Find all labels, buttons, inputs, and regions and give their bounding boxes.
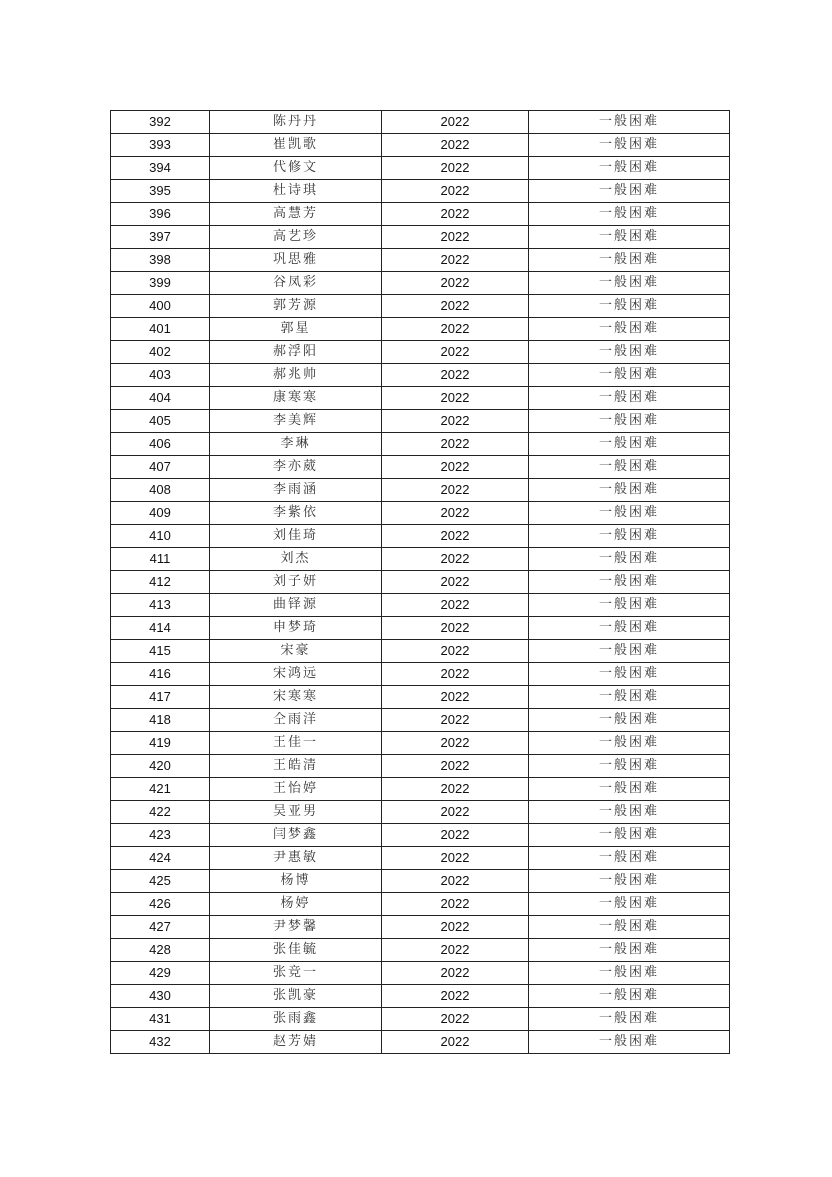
table-row: [111, 180, 730, 203]
difficulty-level-cell: 一般困难: [529, 847, 730, 870]
year-cell: 2022: [382, 134, 529, 157]
table-row: [111, 709, 730, 732]
row-number-cell: 422: [111, 801, 210, 824]
difficulty-level-cell: 一般困难: [529, 893, 730, 916]
year-cell: 2022: [382, 709, 529, 732]
year-cell: 2022: [382, 203, 529, 226]
student-name-cell: 谷凤彩: [210, 272, 382, 295]
year-cell: 2022: [382, 801, 529, 824]
difficulty-level-cell: 一般困难: [529, 1008, 730, 1031]
year-cell: 2022: [382, 893, 529, 916]
table-row: [111, 525, 730, 548]
student-name-cell: 李紫依: [210, 502, 382, 525]
table-row: [111, 755, 730, 778]
row-number-cell: 397: [111, 226, 210, 249]
row-number-cell: 431: [111, 1008, 210, 1031]
student-name-cell: 杨婷: [210, 893, 382, 916]
difficulty-level-cell: 一般困难: [529, 525, 730, 548]
table-row: [111, 663, 730, 686]
year-cell: 2022: [382, 617, 529, 640]
difficulty-level-cell: 一般困难: [529, 387, 730, 410]
table-row: [111, 847, 730, 870]
row-number-cell: 398: [111, 249, 210, 272]
difficulty-level-cell: 一般困难: [529, 502, 730, 525]
year-cell: 2022: [382, 594, 529, 617]
row-number-cell: 405: [111, 410, 210, 433]
row-number-cell: 399: [111, 272, 210, 295]
student-name-cell: 申梦琦: [210, 617, 382, 640]
difficulty-level-cell: 一般困难: [529, 134, 730, 157]
student-name-cell: 巩思雅: [210, 249, 382, 272]
table-row: [111, 433, 730, 456]
difficulty-level-cell: 一般困难: [529, 962, 730, 985]
table-row: [111, 134, 730, 157]
table-row: [111, 870, 730, 893]
table-row: [111, 456, 730, 479]
student-name-cell: 陈丹丹: [210, 111, 382, 134]
table-row: [111, 341, 730, 364]
table-row: [111, 640, 730, 663]
year-cell: 2022: [382, 157, 529, 180]
table-row: [111, 916, 730, 939]
row-number-cell: 404: [111, 387, 210, 410]
table-row: [111, 985, 730, 1008]
student-name-cell: 高艺珍: [210, 226, 382, 249]
table-row: [111, 295, 730, 318]
table-row: [111, 801, 730, 824]
row-number-cell: 415: [111, 640, 210, 663]
difficulty-level-cell: 一般困难: [529, 433, 730, 456]
row-number-cell: 403: [111, 364, 210, 387]
table-row: [111, 617, 730, 640]
difficulty-level-cell: 一般困难: [529, 410, 730, 433]
row-number-cell: 424: [111, 847, 210, 870]
difficulty-level-cell: 一般困难: [529, 732, 730, 755]
difficulty-level-cell: 一般困难: [529, 249, 730, 272]
difficulty-level-cell: 一般困难: [529, 778, 730, 801]
student-name-cell: 郝浮阳: [210, 341, 382, 364]
year-cell: 2022: [382, 732, 529, 755]
table-row: [111, 226, 730, 249]
table-row: [111, 318, 730, 341]
row-number-cell: 410: [111, 525, 210, 548]
student-name-cell: 王佳一: [210, 732, 382, 755]
difficulty-level-cell: 一般困难: [529, 295, 730, 318]
difficulty-level-cell: 一般困难: [529, 686, 730, 709]
difficulty-level-cell: 一般困难: [529, 548, 730, 571]
year-cell: 2022: [382, 456, 529, 479]
row-number-cell: 432: [111, 1031, 210, 1054]
student-name-cell: 尹梦馨: [210, 916, 382, 939]
difficulty-level-cell: 一般困难: [529, 203, 730, 226]
table-row: [111, 272, 730, 295]
row-number-cell: 419: [111, 732, 210, 755]
year-cell: 2022: [382, 686, 529, 709]
table-row: [111, 1008, 730, 1031]
year-cell: 2022: [382, 939, 529, 962]
roster-body: [111, 111, 730, 1054]
student-name-cell: 宋鸿远: [210, 663, 382, 686]
difficulty-level-cell: 一般困难: [529, 755, 730, 778]
student-name-cell: 张竞一: [210, 962, 382, 985]
row-number-cell: 392: [111, 111, 210, 134]
year-cell: 2022: [382, 318, 529, 341]
difficulty-level-cell: 一般困难: [529, 111, 730, 134]
row-number-cell: 400: [111, 295, 210, 318]
year-cell: 2022: [382, 180, 529, 203]
difficulty-level-cell: 一般困难: [529, 939, 730, 962]
student-name-cell: 李琳: [210, 433, 382, 456]
table-row: [111, 548, 730, 571]
difficulty-level-cell: 一般困难: [529, 341, 730, 364]
year-cell: 2022: [382, 226, 529, 249]
row-number-cell: 416: [111, 663, 210, 686]
year-cell: 2022: [382, 824, 529, 847]
row-number-cell: 429: [111, 962, 210, 985]
year-cell: 2022: [382, 847, 529, 870]
row-number-cell: 402: [111, 341, 210, 364]
row-number-cell: 425: [111, 870, 210, 893]
difficulty-level-cell: 一般困难: [529, 801, 730, 824]
table-row: [111, 157, 730, 180]
table-row: [111, 249, 730, 272]
year-cell: 2022: [382, 962, 529, 985]
table-row: [111, 410, 730, 433]
student-name-cell: 张凯豪: [210, 985, 382, 1008]
difficulty-level-cell: 一般困难: [529, 180, 730, 203]
year-cell: 2022: [382, 364, 529, 387]
row-number-cell: 396: [111, 203, 210, 226]
difficulty-level-cell: 一般困难: [529, 1031, 730, 1054]
row-number-cell: 409: [111, 502, 210, 525]
difficulty-level-cell: 一般困难: [529, 824, 730, 847]
student-name-cell: 闫梦鑫: [210, 824, 382, 847]
row-number-cell: 423: [111, 824, 210, 847]
table-row: [111, 387, 730, 410]
student-name-cell: 刘杰: [210, 548, 382, 571]
row-number-cell: 420: [111, 755, 210, 778]
table-row: [111, 893, 730, 916]
table-row: [111, 203, 730, 226]
difficulty-level-cell: 一般困难: [529, 617, 730, 640]
table-row: [111, 479, 730, 502]
difficulty-level-cell: 一般困难: [529, 709, 730, 732]
student-name-cell: 杜诗琪: [210, 180, 382, 203]
difficulty-level-cell: 一般困难: [529, 640, 730, 663]
student-name-cell: 吴亚男: [210, 801, 382, 824]
row-number-cell: 412: [111, 571, 210, 594]
year-cell: 2022: [382, 870, 529, 893]
student-name-cell: 曲铎源: [210, 594, 382, 617]
student-name-cell: 李美辉: [210, 410, 382, 433]
year-cell: 2022: [382, 111, 529, 134]
table-row: [111, 1031, 730, 1054]
table-row: [111, 364, 730, 387]
student-name-cell: 郝兆帅: [210, 364, 382, 387]
row-number-cell: 417: [111, 686, 210, 709]
year-cell: 2022: [382, 985, 529, 1008]
row-number-cell: 418: [111, 709, 210, 732]
student-name-cell: 王皓清: [210, 755, 382, 778]
year-cell: 2022: [382, 502, 529, 525]
difficulty-level-cell: 一般困难: [529, 364, 730, 387]
year-cell: 2022: [382, 571, 529, 594]
row-number-cell: 428: [111, 939, 210, 962]
student-name-cell: 郭芳源: [210, 295, 382, 318]
year-cell: 2022: [382, 272, 529, 295]
year-cell: 2022: [382, 663, 529, 686]
year-cell: 2022: [382, 249, 529, 272]
year-cell: 2022: [382, 640, 529, 663]
row-number-cell: 406: [111, 433, 210, 456]
difficulty-level-cell: 一般困难: [529, 663, 730, 686]
student-name-cell: 张雨鑫: [210, 1008, 382, 1031]
student-name-cell: 赵芳婧: [210, 1031, 382, 1054]
difficulty-level-cell: 一般困难: [529, 318, 730, 341]
difficulty-level-cell: 一般困难: [529, 272, 730, 295]
table-row: [111, 111, 730, 134]
row-number-cell: 413: [111, 594, 210, 617]
table-row: [111, 732, 730, 755]
table-row: [111, 594, 730, 617]
difficulty-level-cell: 一般困难: [529, 226, 730, 249]
student-roster-table: [110, 110, 730, 1054]
student-name-cell: 尹惠敏: [210, 847, 382, 870]
student-name-cell: 宋豪: [210, 640, 382, 663]
difficulty-level-cell: 一般困难: [529, 479, 730, 502]
year-cell: 2022: [382, 778, 529, 801]
difficulty-level-cell: 一般困难: [529, 594, 730, 617]
year-cell: 2022: [382, 916, 529, 939]
row-number-cell: 401: [111, 318, 210, 341]
row-number-cell: 408: [111, 479, 210, 502]
student-name-cell: 刘佳琦: [210, 525, 382, 548]
table-row: [111, 962, 730, 985]
table-row: [111, 502, 730, 525]
year-cell: 2022: [382, 341, 529, 364]
year-cell: 2022: [382, 387, 529, 410]
difficulty-level-cell: 一般困难: [529, 870, 730, 893]
table-row: [111, 824, 730, 847]
difficulty-level-cell: 一般困难: [529, 571, 730, 594]
row-number-cell: 426: [111, 893, 210, 916]
difficulty-level-cell: 一般困难: [529, 985, 730, 1008]
year-cell: 2022: [382, 479, 529, 502]
difficulty-level-cell: 一般困难: [529, 456, 730, 479]
student-name-cell: 李雨涵: [210, 479, 382, 502]
student-name-cell: 杨博: [210, 870, 382, 893]
table-row: [111, 939, 730, 962]
table-row: [111, 778, 730, 801]
table-row: [111, 571, 730, 594]
row-number-cell: 414: [111, 617, 210, 640]
difficulty-level-cell: 一般困难: [529, 157, 730, 180]
year-cell: 2022: [382, 1031, 529, 1054]
year-cell: 2022: [382, 755, 529, 778]
student-name-cell: 仝雨洋: [210, 709, 382, 732]
student-name-cell: 王怡婷: [210, 778, 382, 801]
year-cell: 2022: [382, 433, 529, 456]
student-name-cell: 宋寒寒: [210, 686, 382, 709]
student-name-cell: 张佳毓: [210, 939, 382, 962]
year-cell: 2022: [382, 410, 529, 433]
row-number-cell: 393: [111, 134, 210, 157]
row-number-cell: 394: [111, 157, 210, 180]
row-number-cell: 407: [111, 456, 210, 479]
table-row: [111, 686, 730, 709]
year-cell: 2022: [382, 1008, 529, 1031]
row-number-cell: 395: [111, 180, 210, 203]
row-number-cell: 421: [111, 778, 210, 801]
year-cell: 2022: [382, 548, 529, 571]
student-name-cell: 高慧芳: [210, 203, 382, 226]
student-name-cell: 刘子妍: [210, 571, 382, 594]
year-cell: 2022: [382, 295, 529, 318]
student-name-cell: 郭星: [210, 318, 382, 341]
row-number-cell: 427: [111, 916, 210, 939]
row-number-cell: 411: [111, 548, 210, 571]
student-name-cell: 崔凯歌: [210, 134, 382, 157]
student-name-cell: 代修文: [210, 157, 382, 180]
year-cell: 2022: [382, 525, 529, 548]
row-number-cell: 430: [111, 985, 210, 1008]
student-name-cell: 康寒寒: [210, 387, 382, 410]
student-name-cell: 李亦葳: [210, 456, 382, 479]
difficulty-level-cell: 一般困难: [529, 916, 730, 939]
